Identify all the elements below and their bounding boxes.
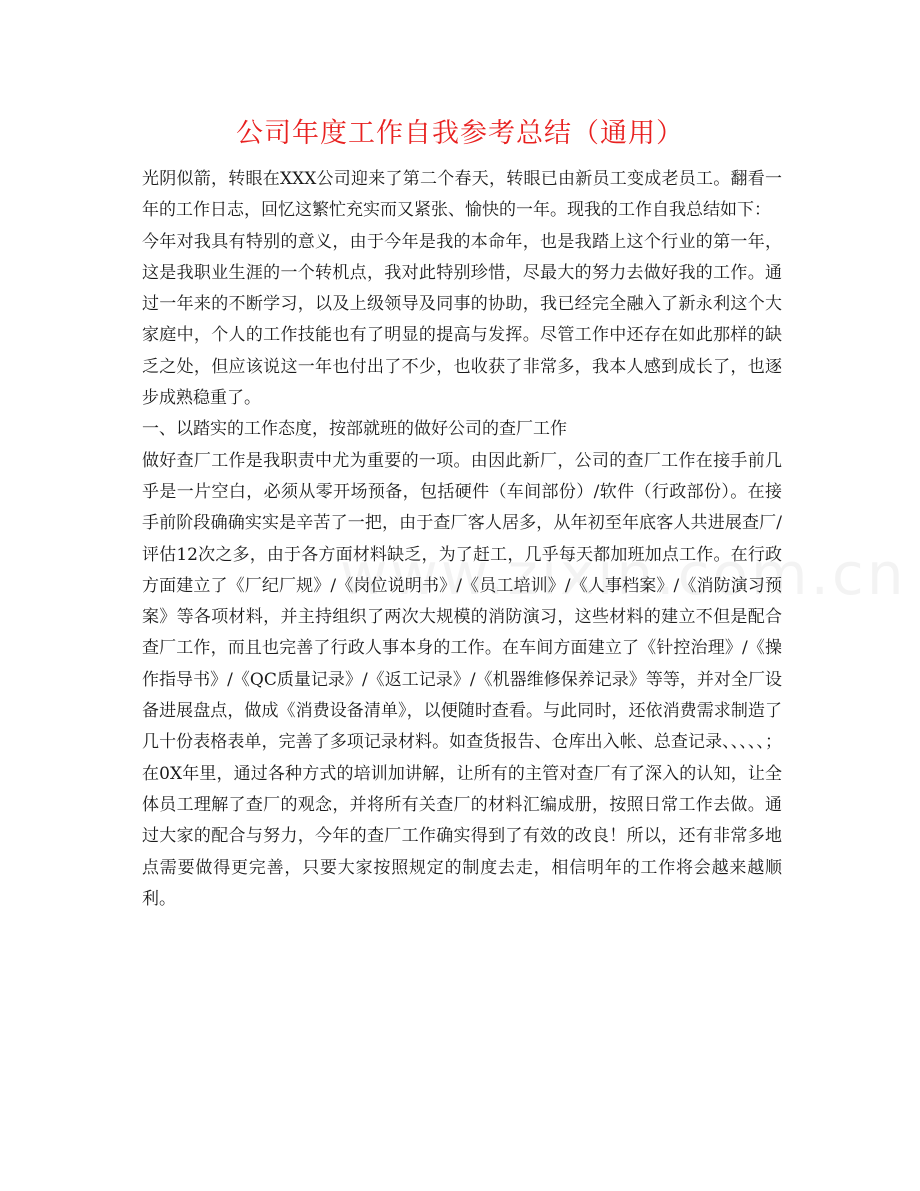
paragraph-intro: 光阴似箭，转眼在XXX公司迎来了第二个春天，转眼已由新员工变成老员工。翻看一年的工作日志，回忆这繁忙充实而又紧张、愉快的一年。现我的工作自我总结如下： xyxy=(142,169,782,221)
paragraph-significance: 今年对我具有特别的意义，由于今年是我的本命年，也是我踏上这个行业的第一年，这是我职业生涯的一个转机点，我对此特别珍惜，尽最大的努力去做好我的工作。通过一年来的不断学习，以及上级领导及同事的协助，我已经完全融入了新永利这个大家庭中，个人的工作技能也有了明显的提高与发挥。尽管工作中还存在如此那样的缺乏之处，但应该说这一年也付出了不少，也收获了非常多，我本人感到成长了，也逐步成熟稳重了。 xyxy=(142,231,782,409)
document-title: 公司年度工作自我参考总结（通用） xyxy=(236,118,684,149)
paragraph-factory-inspection: 做好查厂工作是我职责中尤为重要的一项。由因此新厂，公司的查厂工作在接手前几乎是一片空白，必须从零开场预备，包括硬件（车间部份）/软件（行政部份）。在接手前阶段确确实实是辛苦了一把，由于查厂客人居多，从年初至年底客人共进展查厂/评估12次之多，由于各方面材料缺乏，为了赶工，几乎每天都加班加点工作。在行政方面建立了《厂纪厂规》/《岗位说明书》/《员工培训》/《人事档案》/《消防演习预案》等各项材料，并主持组织了两次大规模的消防演习，这些材料的建立不但是配合查厂工作，而且也完善了行政人事本身的工作。在车间方面建立了《针控治理》/《操作指导书》/《QC质量记录》/《返工记录》/《机器维修保养记录》等等，并对全厂设备进展盘点，做成《消费设备清单》，以便随时查看。与此同时，还依消费需求制造了几十份表格表单，完善了多项记录材料。如查货报告、仓库出入帐、总查记录、、、、、；在0X年里，通过各种方式的培训加讲解，让所有的主管对查厂有了深入的认知，让全体员工理解了查厂的观念，并将所有关查厂的材料汇编成册，按照日常工作去做。通过大家的配合与努力，今年的查厂工作确实得到了有效的改良！所以，还有非常多地点需要做得更完善，只要大家按照规定的制度去走，相信明年的工作将会越来越顺利。 xyxy=(142,450,782,909)
document-body xyxy=(142,164,782,915)
section-heading-1: 一、以踏实的工作态度，按部就班的做好公司的查厂工作 xyxy=(142,419,567,440)
